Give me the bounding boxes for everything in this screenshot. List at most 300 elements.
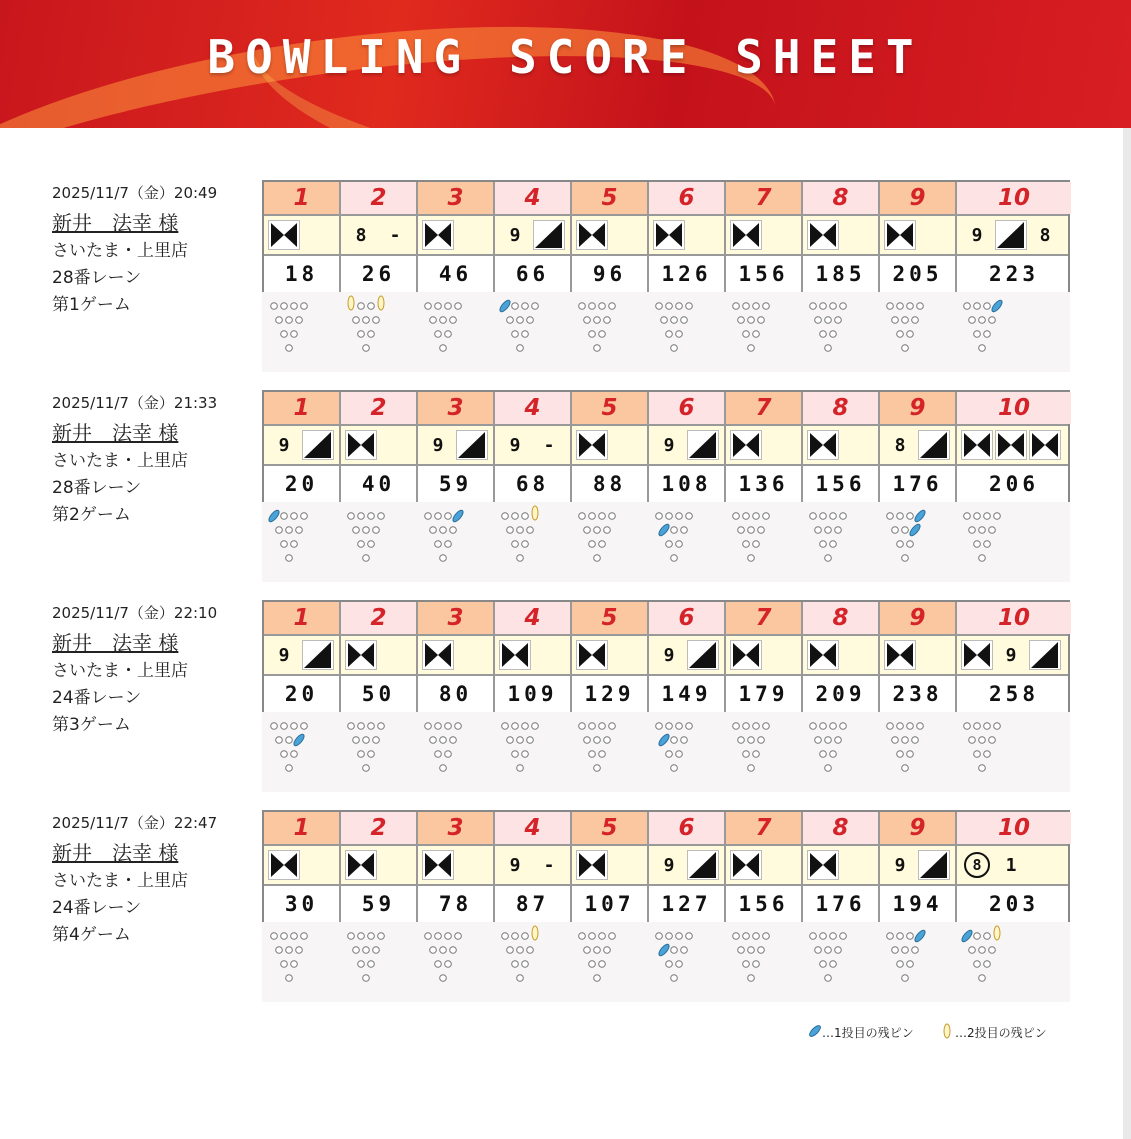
- pin-icon: [825, 737, 832, 744]
- pin-icon: [763, 933, 770, 940]
- pin-icon: [363, 317, 370, 324]
- pin-icon: [686, 723, 693, 730]
- pin-count: 9: [894, 854, 906, 876]
- pin-icon: [348, 513, 355, 520]
- pin-icon: [676, 751, 683, 758]
- frame-throws: [572, 216, 649, 254]
- pin-icon: [671, 947, 678, 954]
- pin-icon: [820, 513, 827, 520]
- frame-throws: [880, 216, 957, 254]
- pin-icon: [589, 961, 596, 968]
- pin-icon: [897, 331, 904, 338]
- pin-icon: [363, 975, 370, 982]
- frame-number: 9: [880, 392, 957, 424]
- pin-icon: [358, 541, 365, 548]
- game-number: 第4ゲーム: [52, 925, 131, 945]
- pin-icon: [989, 737, 996, 744]
- game-block: [0, 600, 1131, 800]
- pin-icon: [897, 751, 904, 758]
- pin-icon: [979, 555, 986, 562]
- pin-icon: [666, 513, 673, 520]
- pin-icon: [686, 303, 693, 310]
- frame-number: 8: [803, 182, 880, 214]
- pin-icon: [522, 513, 529, 520]
- pin-icon: [440, 345, 447, 352]
- frame-number: 8: [803, 812, 880, 844]
- frame-number: 9: [880, 602, 957, 634]
- pin-icon: [363, 765, 370, 772]
- frame-score: 20: [264, 466, 341, 502]
- pin-icon: [445, 961, 452, 968]
- pin-icon: [301, 303, 308, 310]
- frame-score: 87: [495, 886, 572, 922]
- pin-icon: [271, 303, 278, 310]
- pin-icon: [594, 345, 601, 352]
- pin-icon: [681, 527, 688, 534]
- pin-icon: [897, 961, 904, 968]
- pin-icon: [666, 723, 673, 730]
- pin-icon: [984, 303, 991, 310]
- pin-icon: [512, 933, 519, 940]
- game-block: [0, 810, 1131, 1010]
- pin-icon: [425, 723, 432, 730]
- pin-icon: [738, 317, 745, 324]
- pin-icon: [286, 555, 293, 562]
- pin-icon: [907, 303, 914, 310]
- frame-score: 50: [341, 676, 418, 712]
- pin-icon: [892, 317, 899, 324]
- pin-icon: [507, 737, 514, 744]
- throws-row: [264, 844, 1068, 886]
- pin-icon: [825, 345, 832, 352]
- frame-throws: [880, 846, 957, 884]
- pin-icon: [296, 947, 303, 954]
- pin-icon: [435, 541, 442, 548]
- pin-icon: [517, 765, 524, 772]
- pin-icon: [666, 331, 673, 338]
- pin-icon: [425, 513, 432, 520]
- pin-count: -: [543, 854, 555, 876]
- pin-icon: [743, 723, 750, 730]
- frame-header-row: [264, 812, 1068, 844]
- pin-icon: [964, 303, 971, 310]
- strike-mark: [807, 220, 839, 250]
- pin-icon: [579, 303, 586, 310]
- pin-icon: [830, 933, 837, 940]
- pin-diagrams: [262, 712, 1070, 792]
- pin-icon: [512, 723, 519, 730]
- second-throw-pin-icon: [348, 296, 354, 310]
- pin-icon: [676, 513, 683, 520]
- frame-number: 9: [880, 812, 957, 844]
- pin-icon: [656, 933, 663, 940]
- pin-icon: [430, 317, 437, 324]
- pin-icon: [527, 947, 534, 954]
- pin-icon: [974, 933, 981, 940]
- pin-icon: [599, 303, 606, 310]
- pin-icon: [974, 751, 981, 758]
- frame-score: 129: [572, 676, 649, 712]
- pin-icon: [286, 527, 293, 534]
- pin-icon: [291, 541, 298, 548]
- pin-icon: [748, 765, 755, 772]
- pin-icon: [276, 527, 283, 534]
- first-throw-pin-icon: [908, 523, 922, 538]
- frame-throws: [726, 636, 803, 674]
- throws-row: [264, 424, 1068, 466]
- pin-icon: [281, 303, 288, 310]
- pin-icon: [984, 751, 991, 758]
- pin-icon: [974, 331, 981, 338]
- pin-icon: [994, 723, 1001, 730]
- pin-icon: [743, 331, 750, 338]
- pin-icon: [594, 317, 601, 324]
- pin-icon: [373, 317, 380, 324]
- pin-icon: [686, 933, 693, 940]
- pin-count: 9: [509, 224, 521, 246]
- pin-icon: [348, 933, 355, 940]
- pin-icon: [748, 527, 755, 534]
- pin-icon: [969, 527, 976, 534]
- pin-icon: [840, 933, 847, 940]
- pin-icon: [994, 513, 1001, 520]
- pin-icon: [286, 765, 293, 772]
- pin-icon: [348, 723, 355, 730]
- pin-icon: [363, 555, 370, 562]
- frame-score: 126: [649, 256, 726, 292]
- pin-icon: [825, 555, 832, 562]
- frame-throws: [495, 426, 572, 464]
- pin-icon: [835, 527, 842, 534]
- second-throw-pin-icon: [940, 1022, 954, 1040]
- pin-icon: [502, 723, 509, 730]
- pin-icon: [430, 947, 437, 954]
- frame-score: 209: [803, 676, 880, 712]
- pin-icon: [917, 303, 924, 310]
- pin-icon: [681, 737, 688, 744]
- pin-icon: [676, 541, 683, 548]
- pin-icon: [363, 527, 370, 534]
- frame-number: 6: [649, 812, 726, 844]
- strike-mark: [884, 640, 916, 670]
- pin-icon: [435, 961, 442, 968]
- spare-mark: [687, 430, 719, 460]
- pin-icon: [296, 317, 303, 324]
- pin-icon: [599, 331, 606, 338]
- pin-icon: [738, 737, 745, 744]
- pin-icon: [671, 765, 678, 772]
- frame-number: 4: [495, 392, 572, 424]
- pin-icon: [897, 513, 904, 520]
- pin-icon: [763, 513, 770, 520]
- pin-icon: [830, 331, 837, 338]
- pin-icon: [733, 513, 740, 520]
- pin-icon: [748, 345, 755, 352]
- pin-icon: [974, 723, 981, 730]
- pin-icon: [830, 303, 837, 310]
- frame-throws: [726, 426, 803, 464]
- pin-icon: [440, 765, 447, 772]
- legend-second-label: …2投目の残ピン: [955, 1026, 1047, 1040]
- pin-icon: [907, 541, 914, 548]
- store-name: さいたま・上里店: [52, 661, 188, 681]
- store-name: さいたま・上里店: [52, 871, 188, 891]
- pin-icon: [455, 723, 462, 730]
- score-sheet: [262, 600, 1070, 714]
- pin-count: 9: [432, 434, 444, 456]
- pin-icon: [435, 933, 442, 940]
- frame-score: 59: [341, 886, 418, 922]
- first-throw-pin-icon: [913, 509, 927, 524]
- spare-mark: [302, 640, 334, 670]
- strike-mark: [995, 430, 1027, 460]
- pin-icon: [502, 933, 509, 940]
- spare-mark: [687, 850, 719, 880]
- game-datetime: 2025/11/7（金）21:33: [52, 394, 218, 412]
- pin-icon: [656, 513, 663, 520]
- pin-icon: [666, 933, 673, 940]
- frame-score: 179: [726, 676, 803, 712]
- player-name: 新井 法幸 様: [52, 841, 179, 865]
- pin-icon: [286, 947, 293, 954]
- pin-icon: [527, 317, 534, 324]
- split-count: 8: [964, 852, 990, 878]
- pin-icon: [358, 933, 365, 940]
- pin-icon: [517, 527, 524, 534]
- spare-mark: [1029, 640, 1061, 670]
- pin-icon: [301, 513, 308, 520]
- first-throw-pin-icon: [913, 929, 927, 944]
- frame-score: 46: [418, 256, 495, 292]
- pin-icon: [671, 737, 678, 744]
- pin-icon: [743, 961, 750, 968]
- pin-icon: [512, 331, 519, 338]
- pin-icon: [368, 961, 375, 968]
- pin-icon: [902, 765, 909, 772]
- pin-icon: [686, 513, 693, 520]
- pin-icon: [964, 723, 971, 730]
- strike-mark: [576, 640, 608, 670]
- pin-icon: [984, 513, 991, 520]
- pin-icon: [810, 513, 817, 520]
- first-throw-pin-icon: [451, 509, 465, 524]
- pin-icon: [445, 723, 452, 730]
- second-throw-pin-icon: [994, 926, 1000, 940]
- pin-icon: [676, 961, 683, 968]
- pin-icon: [733, 723, 740, 730]
- pin-icon: [825, 947, 832, 954]
- pin-icon: [989, 527, 996, 534]
- pin-icon: [820, 303, 827, 310]
- frame-number: 10: [957, 182, 1071, 214]
- pin-icon: [271, 723, 278, 730]
- pin-icon: [835, 737, 842, 744]
- pin-icon: [435, 303, 442, 310]
- pin-icon: [830, 961, 837, 968]
- frame-number: 10: [957, 392, 1071, 424]
- pin-icon: [450, 947, 457, 954]
- spare-mark: [302, 430, 334, 460]
- frame-score: 176: [880, 466, 957, 502]
- pin-icon: [512, 303, 519, 310]
- pin-icon: [445, 541, 452, 548]
- first-throw-pin-icon: [960, 929, 974, 944]
- pin-icon: [584, 947, 591, 954]
- pin-count: 9: [663, 644, 675, 666]
- pin-icon: [917, 723, 924, 730]
- frame-number: 1: [264, 602, 341, 634]
- pin-icon: [527, 737, 534, 744]
- pin-icon: [666, 303, 673, 310]
- pin-count: 9: [1005, 644, 1017, 666]
- frame-score: 109: [495, 676, 572, 712]
- pin-icon: [840, 513, 847, 520]
- pin-icon: [440, 737, 447, 744]
- pin-icon: [820, 723, 827, 730]
- pin-icon: [974, 303, 981, 310]
- pin-icon: [358, 303, 365, 310]
- pin-icon: [445, 513, 452, 520]
- frame-number: 2: [341, 182, 418, 214]
- pin-diagrams: [262, 502, 1070, 582]
- frame-throws: [649, 846, 726, 884]
- frame-score: 238: [880, 676, 957, 712]
- pin-count: 8: [1039, 224, 1051, 246]
- pin-icon: [897, 303, 904, 310]
- frame-score: 205: [880, 256, 957, 292]
- frame-number: 9: [880, 182, 957, 214]
- frame-header-row: [264, 392, 1068, 424]
- pin-icon: [989, 317, 996, 324]
- pin-icon: [589, 933, 596, 940]
- pin-icon: [522, 331, 529, 338]
- game-info: [52, 390, 257, 529]
- first-throw-pin-icon: [498, 299, 512, 314]
- frame-throws: [418, 846, 495, 884]
- pin-icon: [440, 947, 447, 954]
- pin-icon: [363, 345, 370, 352]
- pin-icon: [281, 331, 288, 338]
- pin-icon: [753, 933, 760, 940]
- frame-number: 8: [803, 392, 880, 424]
- pin-icon: [353, 527, 360, 534]
- pin-icon: [281, 933, 288, 940]
- frame-score: 206: [989, 472, 1039, 496]
- pin-icon: [820, 331, 827, 338]
- frame-number: 1: [264, 182, 341, 214]
- first-throw-pin-icon: [657, 733, 671, 748]
- frame-score: 258: [989, 682, 1039, 706]
- pin-icon: [892, 737, 899, 744]
- pin-icon: [825, 975, 832, 982]
- frame-score: 26: [341, 256, 418, 292]
- spare-mark: [995, 220, 1027, 250]
- pin-count: -: [389, 224, 401, 246]
- frame-score: 176: [803, 886, 880, 922]
- frame-score: 194: [880, 886, 957, 922]
- pin-icon: [758, 737, 765, 744]
- strike-mark: [422, 640, 454, 670]
- pin-icon: [301, 933, 308, 940]
- pin-icon: [887, 933, 894, 940]
- frame-number: 2: [341, 602, 418, 634]
- second-throw-pin-icon: [378, 296, 384, 310]
- pin-icon: [907, 751, 914, 758]
- pin-icon: [830, 541, 837, 548]
- frame-number: 8: [803, 602, 880, 634]
- frame-score: 149: [649, 676, 726, 712]
- pin-icon: [825, 765, 832, 772]
- pin-icon: [681, 317, 688, 324]
- game-info: [52, 600, 257, 739]
- pin-icon: [594, 947, 601, 954]
- pin-icon: [512, 961, 519, 968]
- pin-icon: [748, 975, 755, 982]
- frame-number: 6: [649, 392, 726, 424]
- frame-score: 30: [264, 886, 341, 922]
- pin-icon: [276, 947, 283, 954]
- pin-icon: [440, 975, 447, 982]
- frame-number: 5: [572, 392, 649, 424]
- pin-icon: [291, 331, 298, 338]
- pin-icon: [902, 975, 909, 982]
- page-title: BOWLING SCORE SHEET: [207, 30, 924, 84]
- pin-icon: [522, 933, 529, 940]
- pin-icon: [979, 737, 986, 744]
- pin-icon: [507, 527, 514, 534]
- pin-icon: [517, 947, 524, 954]
- pin-icon: [281, 513, 288, 520]
- pin-icon: [281, 541, 288, 548]
- pin-count: 9: [509, 434, 521, 456]
- frame-number: 6: [649, 602, 726, 634]
- pin-icon: [753, 331, 760, 338]
- pin-icon: [984, 961, 991, 968]
- spare-mark: [918, 430, 950, 460]
- pin-icon: [363, 947, 370, 954]
- pin-icon: [830, 513, 837, 520]
- pin-icon: [445, 331, 452, 338]
- pin-count: 8: [894, 434, 906, 456]
- spare-mark: [456, 430, 488, 460]
- frame-number: 7: [726, 602, 803, 634]
- spare-mark: [533, 220, 565, 250]
- pin-icon: [830, 723, 837, 730]
- frame-score: 185: [803, 256, 880, 292]
- pin-icon: [902, 345, 909, 352]
- pin-icon: [820, 933, 827, 940]
- pin-icon: [517, 345, 524, 352]
- legend-first-label: …1投目の残ピン: [822, 1026, 914, 1040]
- pin-icon: [825, 527, 832, 534]
- pin-icon: [589, 331, 596, 338]
- pin-icon: [589, 513, 596, 520]
- pin-icon: [445, 303, 452, 310]
- pin-icon: [753, 541, 760, 548]
- strike-mark: [345, 430, 377, 460]
- first-throw-pin-icon: [990, 299, 1004, 314]
- scores-row: [264, 886, 1068, 922]
- pin-icon: [666, 961, 673, 968]
- pin-diagrams: [262, 292, 1070, 372]
- player-name: 新井 法幸 様: [52, 631, 179, 655]
- pin-icon: [969, 737, 976, 744]
- pin-icon: [517, 555, 524, 562]
- pin-icon: [368, 513, 375, 520]
- frame-throws: [341, 636, 418, 674]
- pin-icon: [907, 331, 914, 338]
- pin-icon: [604, 737, 611, 744]
